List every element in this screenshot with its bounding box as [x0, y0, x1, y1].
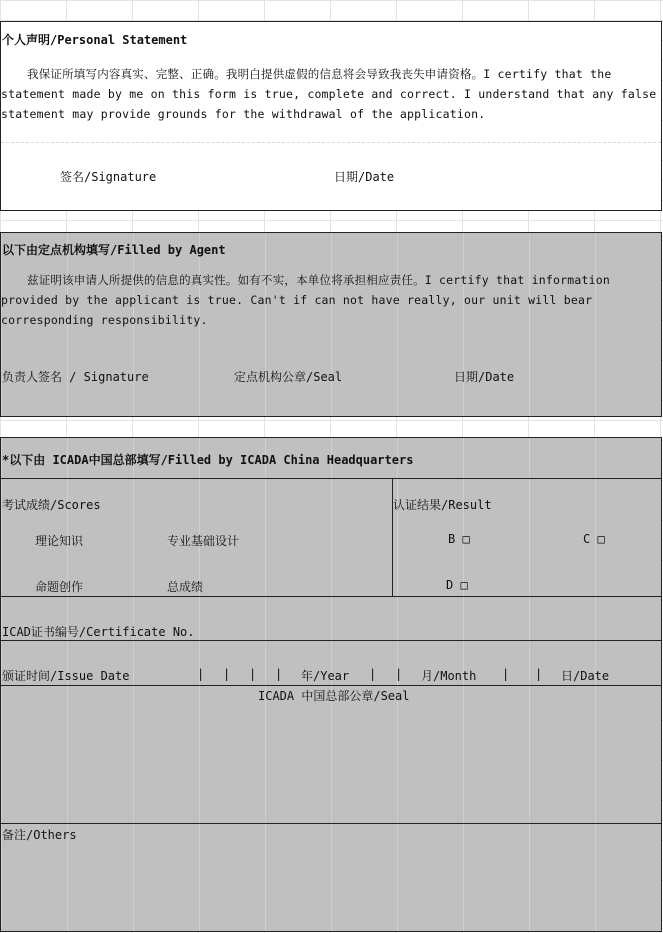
separator: | — [197, 667, 205, 681]
hq-row-divider — [0, 640, 662, 641]
month-label: 月/Month — [421, 669, 477, 683]
hq-title: *以下由 ICADA中国总部填写/Filled by ICADA China Headquarters — [2, 453, 414, 467]
total-score-label: 总成绩 — [167, 580, 204, 594]
hq-row-divider — [0, 478, 662, 479]
hq-row-divider — [0, 823, 662, 824]
scores-label: 考试成绩/Scores — [2, 498, 101, 512]
hq-row-divider — [0, 685, 662, 686]
separator: | — [369, 667, 377, 681]
agent-signature-label: 负责人签名 / Signature — [2, 370, 149, 384]
theory-knowledge-label: 理论知识 — [35, 534, 84, 548]
divider — [1, 142, 661, 143]
separator: | — [275, 667, 283, 681]
separator: | — [249, 667, 257, 681]
certificate-no-label: ICAD证书编号/Certificate No. — [2, 625, 195, 639]
basic-design-label: 专业基础设计 — [167, 534, 240, 548]
personal-statement-title: 个人声明/Personal Statement — [2, 33, 188, 47]
issue-date-label: 颁证时间/Issue Date — [2, 669, 130, 683]
hq-row-divider — [0, 596, 662, 597]
result-label: 认证结果/Result — [393, 498, 492, 512]
result-b-option[interactable] — [448, 532, 470, 546]
personal-statement-text: 我保证所填写内容真实、完整、正确。我明白提供虚假的信息将会导致我丧失申请资格。I certify that the statement made by me on this form is true, complete and correct. I understand that any false statement may provide grounds for the withdrawal of the application. — [1, 67, 657, 121]
result-c-label: C — [583, 532, 591, 546]
result-d-checkbox[interactable]: □ — [460, 578, 468, 592]
separator: | — [395, 667, 403, 681]
agent-statement-text: 兹证明该申请人所提供的信息的真实性。如有不实，本单位将承担相应责任。I certify that information provided by the applicant is true. Can't if can not have really, our unit will bear corresponding responsibility. — [1, 273, 611, 327]
proposition-creation-label: 命题创作 — [35, 580, 84, 594]
year-label: 年/Year — [301, 669, 350, 683]
result-d-option[interactable] — [446, 578, 468, 592]
result-b-label: B — [448, 532, 456, 546]
others-label: 备注/Others — [2, 828, 77, 842]
result-d-label: D — [446, 578, 454, 592]
separator: | — [502, 667, 510, 681]
result-c-checkbox[interactable]: □ — [597, 532, 605, 546]
result-b-checkbox[interactable]: □ — [462, 532, 470, 546]
separator: | — [535, 667, 543, 681]
signature-label: 签名/Signature — [60, 170, 157, 184]
separator: | — [223, 667, 231, 681]
date-label: 日期/Date — [334, 170, 395, 184]
hq-seal-label: ICADA 中国总部公章/Seal — [258, 689, 410, 703]
day-label: 日/Date — [561, 669, 610, 683]
agent-date-label: 日期/Date — [454, 370, 515, 384]
agent-title: 以下由定点机构填写/Filled by Agent — [2, 243, 226, 257]
result-c-option[interactable] — [583, 532, 605, 546]
agent-seal-label: 定点机构公章/Seal — [234, 370, 343, 384]
